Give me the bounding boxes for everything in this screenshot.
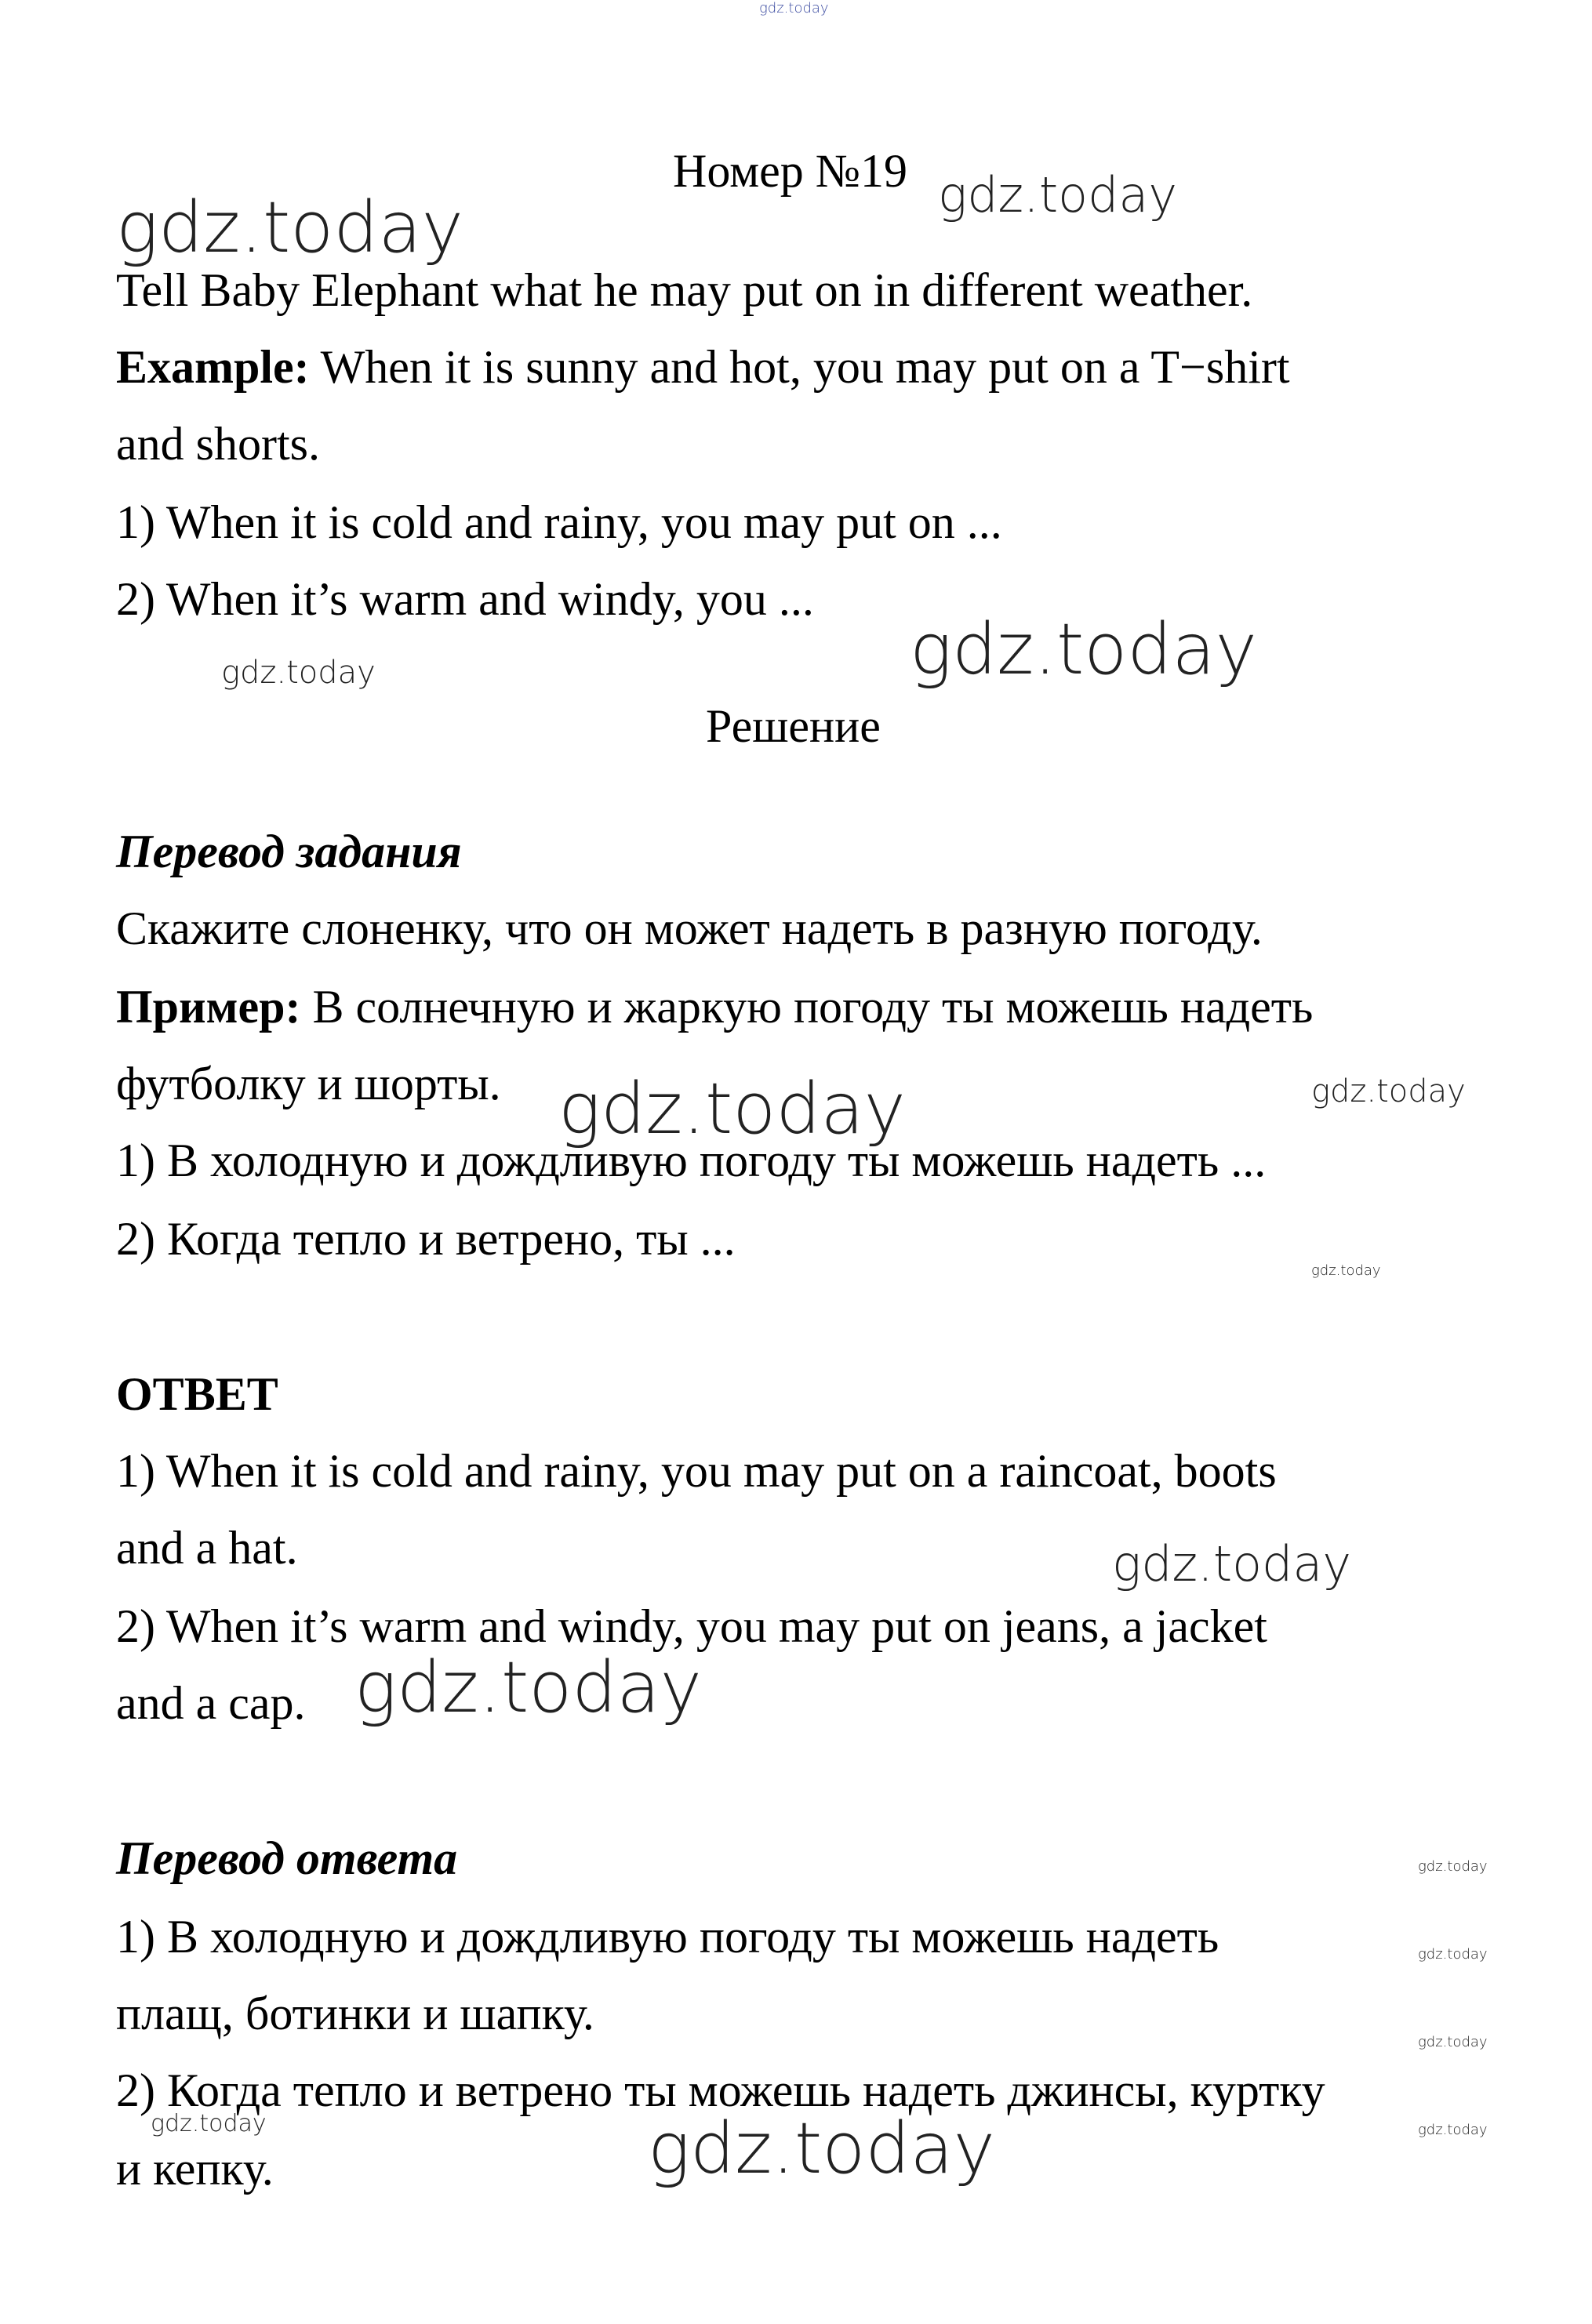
answer-item-2-line-2: and a cap. (116, 1677, 306, 1729)
task-example-line-1 (116, 339, 1290, 395)
watermark-tiny: gdz.today (1418, 1858, 1488, 1875)
translation-example-label: Пример: (116, 981, 301, 1033)
task-example-line-2: and shorts. (116, 418, 320, 470)
watermark-tiny: gdz.today (1418, 1946, 1488, 1963)
watermark-large: gdz.today (116, 187, 463, 269)
answer-translation-item-2-line-2: и кепку. (116, 2143, 274, 2195)
watermark-medium: gdz.today (1112, 1535, 1352, 1592)
watermark-small: gdz.today (221, 655, 376, 691)
watermark-large: gdz.today (910, 608, 1257, 691)
watermark-top-tiny: gdz.today (759, 0, 829, 16)
answer-item-1-line-1: 1) When it is cold and rainy, you may put on a raincoat, boots (116, 1445, 1277, 1497)
answer-translation-item-1-line-1: 1) В холодную и дождливую погоду ты можешь надеть (116, 1911, 1219, 1963)
watermark-tiny: gdz.today (1418, 2122, 1488, 2138)
translation-item-1: 1) В холодную и дождливую погоду ты можешь надеть ... (116, 1135, 1267, 1186)
translation-heading: Перевод задания (116, 826, 462, 877)
watermark-large: gdz.today (354, 1647, 702, 1729)
translation-instruction: Скажите слоненку, что он может надеть в разную погоду. (116, 902, 1263, 954)
watermark-large: gdz.today (558, 1068, 906, 1150)
watermark-large: gdz.today (648, 2108, 995, 2190)
translation-example-text: В солнечную и жаркую погоду ты можешь надеть (300, 981, 1314, 1033)
translation-item-2: 2) Когда тепло и ветрено, ты ... (116, 1213, 736, 1265)
page-title: Номер №19 (673, 145, 908, 197)
answer-item-2-line-1: 2) When it’s warm and windy, you may put on jeans, a jacket (116, 1600, 1267, 1652)
answer-heading: ОТВЕТ (116, 1368, 278, 1420)
answer-item-1-line-2: and a hat. (116, 1522, 298, 1574)
watermark-medium: gdz.today (938, 166, 1178, 223)
task-item-1: 1) When it is cold and rainy, you may put on ... (116, 496, 1002, 548)
answer-translation-heading: Перевод ответа (116, 1832, 458, 1884)
answer-translation-item-2-line-1: 2) Когда тепло и ветрено ты можешь надеть джинсы, куртку (116, 2064, 1325, 2116)
task-item-2: 2) When it’s warm and windy, you ... (116, 573, 814, 625)
task-example-text: When it is sunny and hot, you may put on a T−shirt (309, 341, 1290, 393)
translation-example-line-2: футболку и шорты. (116, 1058, 501, 1109)
watermark-tiny: gdz.today (1418, 2034, 1488, 2050)
solution-heading: Решение (706, 700, 881, 752)
watermark-tiny: gdz.today (1311, 1262, 1381, 1279)
task-instruction: Tell Baby Elephant what he may put on in different weather. (116, 264, 1253, 316)
answer-translation-item-1-line-2: плащ, ботинки и шапку. (116, 1988, 594, 2039)
watermark-small: gdz.today (151, 2110, 267, 2137)
task-example-label: Example: (116, 341, 310, 393)
translation-example-line-1 (116, 979, 1313, 1035)
watermark-small: gdz.today (1311, 1073, 1466, 1109)
